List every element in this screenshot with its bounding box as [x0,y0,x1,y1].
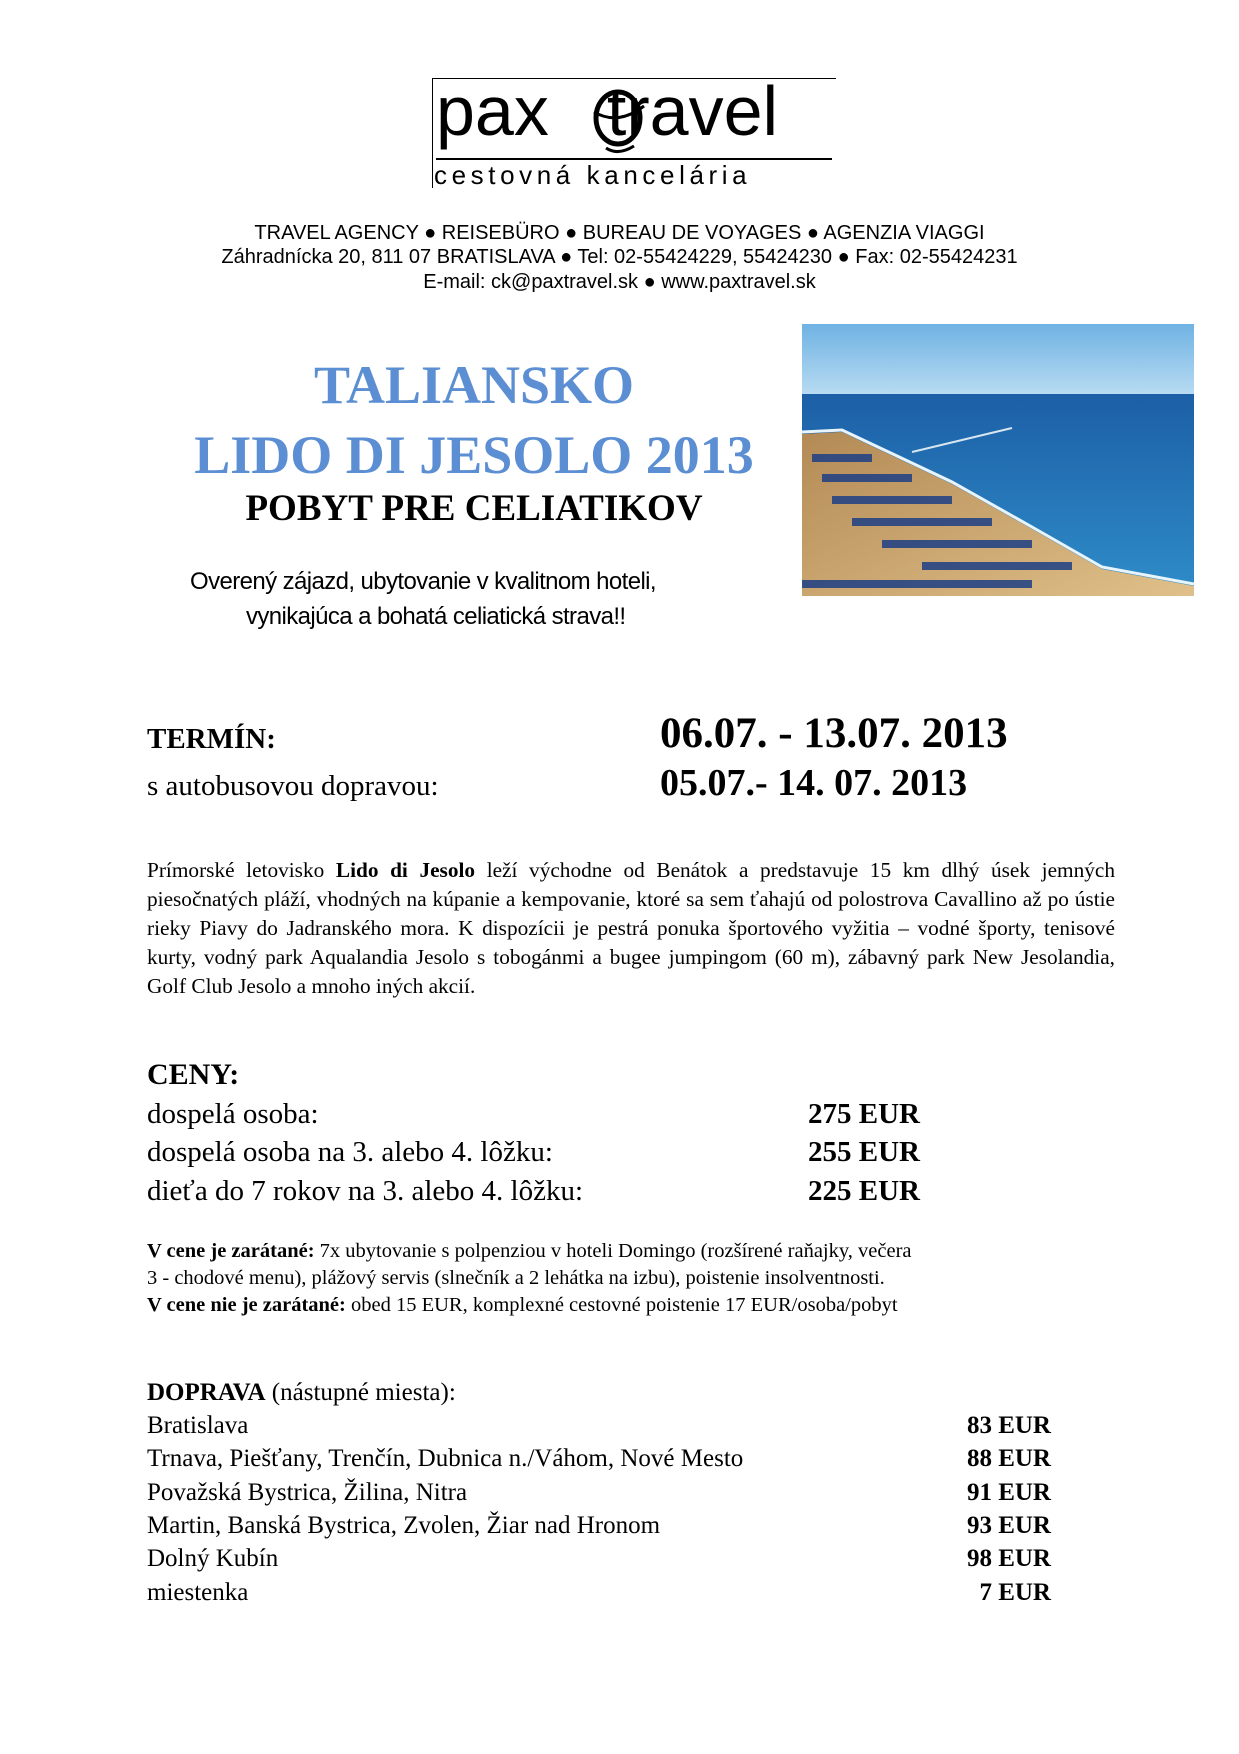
transport-price-miestenka: 7 EUR [979,1579,1051,1606]
transport-heading-label: DOPRAVA [147,1379,266,1406]
transport-label-povazska: Považská Bystrica, Žilina, Nitra [147,1479,468,1506]
agency-contact: E-mail: ck@paxtravel.sk ● www.paxtravel.sk [423,271,816,293]
tagline-line-2: vynikajúca a bohatá celiatická strava!! [246,603,626,630]
included-line-2: 3 - chodové menu), plážový servis (slnečník a 2 lehátka na izbu), poistenie insolventnosti. [147,1267,885,1289]
destination-description [147,856,1115,1001]
price-value-extra-bed: 255 EUR [808,1136,920,1168]
transport-heading [147,1380,456,1405]
transport-label-dolny-kubin: Dolný Kubín [147,1545,279,1572]
logo-word-pax: pax [436,72,549,150]
transport-price-bratislava: 83 EUR [966,1412,1051,1439]
agency-languages: TRAVEL AGENCY ● REISEBÜRO ● BUREAU DE VOYAGES ● AGENZIA VIAGGI [254,222,985,244]
tagline-line-1: Overený zájazd, ubytovanie v kvalitnom hoteli, [190,568,656,595]
price-label-adult: dospelá osoba: [147,1098,319,1130]
title-offer: POBYT PRE CELIATIKOV [245,488,703,529]
globe-icon [588,82,648,158]
transport-label-martin: Martin, Banská Bystrica, Zvolen, Žiar nad Hronom [147,1512,661,1539]
price-label-extra-bed: dospelá osoba na 3. alebo 4. lôžku: [147,1136,553,1168]
transport-label-bratislava: Bratislava [147,1412,249,1439]
included-text-1: 7x ubytovanie s polpenziou v hoteli Domingo (rozšírené raňajky, večera [314,1240,912,1262]
transport-price-dolny-kubin: 98 EUR [966,1545,1051,1572]
prices-heading: CENY: [147,1058,240,1091]
price-value-adult: 275 EUR [808,1098,920,1130]
not-included-line [147,1292,1115,1319]
title-country: TALIANSKO [313,355,635,415]
transport-price-martin: 93 EUR [966,1512,1051,1539]
not-included-label: V cene nie je zarátané: [147,1294,346,1316]
transport-heading-note: (nástupné miesta): [265,1379,456,1406]
included-label: V cene je zarátané: [147,1240,315,1262]
logo-word-travel: travel [606,72,779,150]
term-date: 06.07. - 13.07. 2013 [660,710,1008,757]
agency-address: Záhradnícka 20, 811 07 BRATISLAVA ● Tel: 02-55424229, 55424230 ● Fax: 02-55424231 [221,246,1018,268]
description-highlight: Lido di Jesolo [335,858,476,882]
price-value-child: 225 EUR [808,1175,920,1207]
transport-price-povazska: 91 EUR [966,1479,1051,1506]
included-line-1 [147,1238,1115,1265]
price-label-child: dieťa do 7 rokov na 3. alebo 4. lôžku: [147,1175,584,1207]
not-included-text: obed 15 EUR, komplexné cestovné poistenie 17 EUR/osoba/pobyt [345,1294,898,1316]
company-logo [432,72,840,190]
transport-label-miestenka: miestenka [147,1579,249,1606]
transport-price-trnava: 88 EUR [966,1445,1051,1472]
bus-term-label: s autobusovou dopravou: [147,770,439,802]
logo-subtitle: cestovná kancelária [434,160,752,190]
description-intro: Prímorské letovisko [147,858,336,882]
description-body: leží východne od Benátok a predstavuje 15 km dlhý úsek jemných piesočnatých pláží, vhodných na kúpanie a kempovanie, ktoré sa sem ťahajú od polostrova Cavallino až po ústie rieky Piavy do Jadranského mora. K dispozícii je pestrá ponuka športového vyžitia – vodné športy, tenisové kurty, vodný park Aqualandia Jesolo s tobogánmi a bugee jumpingom (60 m), zábavný park New Jesolandia, Golf Club Jesolo a mnoho iných akcií. [147,858,1115,998]
term-label: TERMÍN: [147,723,276,755]
bus-term-date: 05.07.- 14. 07. 2013 [660,762,968,804]
beach-photo-image [802,324,1194,596]
title-destination: LIDO DI JESOLO 2013 [194,425,754,485]
beach-photo [802,324,1194,596]
transport-label-trnava: Trnava, Piešťany, Trenčín, Dubnica n./Váhom, Nové Mesto [147,1445,744,1472]
